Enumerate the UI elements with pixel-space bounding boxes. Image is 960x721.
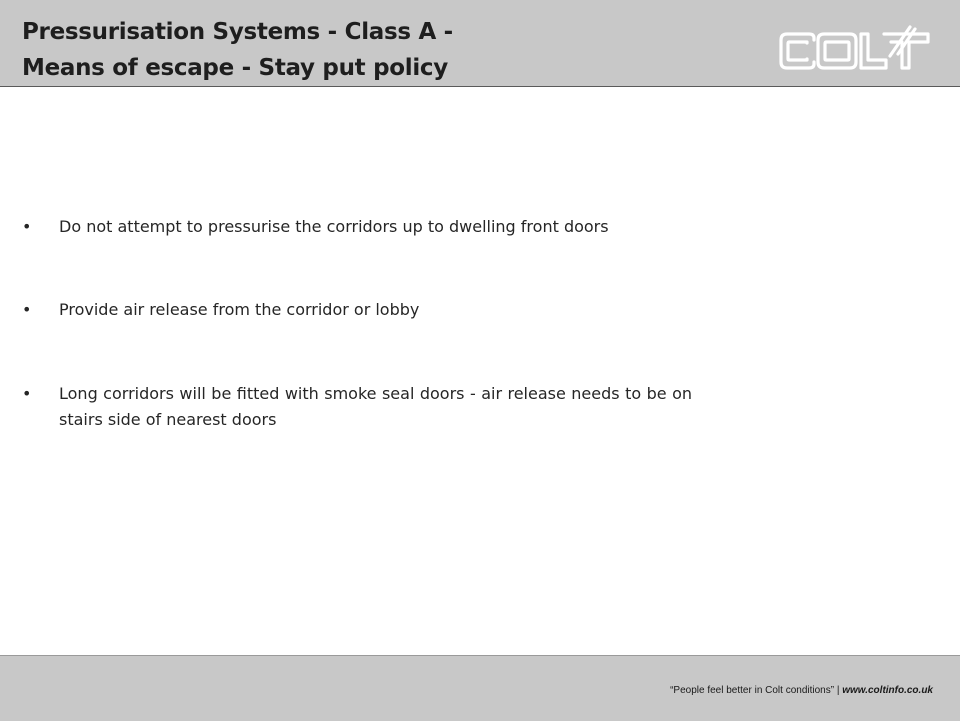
bullet-marker: • bbox=[22, 300, 32, 319]
colt-logo bbox=[778, 24, 932, 74]
footer-bar bbox=[0, 655, 960, 721]
slide-title-line-2: Means of escape - Stay put policy bbox=[22, 55, 448, 81]
bullet-item bbox=[22, 297, 692, 323]
footer-text bbox=[670, 685, 933, 696]
bullet-marker: • bbox=[22, 384, 32, 403]
slide-content bbox=[0, 86, 960, 654]
bullet-text: Long corridors will be fitted with smoke seal doors - air release needs to be on stairs side of nearest doors bbox=[59, 384, 692, 429]
bullet-text: Provide air release from the corridor or lobby bbox=[59, 300, 420, 319]
bullet-item bbox=[22, 214, 692, 240]
bullet-text: Do not attempt to pressurise the corridors up to dwelling front doors bbox=[59, 217, 609, 236]
footer-separator: | bbox=[836, 685, 840, 696]
footer-tagline: “People feel better in Colt conditions” bbox=[670, 685, 835, 696]
slide-title-line-1: Pressurisation Systems - Class A - bbox=[22, 19, 453, 45]
header-bar bbox=[0, 0, 960, 87]
bullet-marker: • bbox=[22, 217, 32, 236]
bullet-item bbox=[22, 381, 692, 433]
slide-title bbox=[22, 14, 453, 86]
footer-url-link[interactable]: www.coltinfo.co.uk bbox=[842, 685, 933, 696]
